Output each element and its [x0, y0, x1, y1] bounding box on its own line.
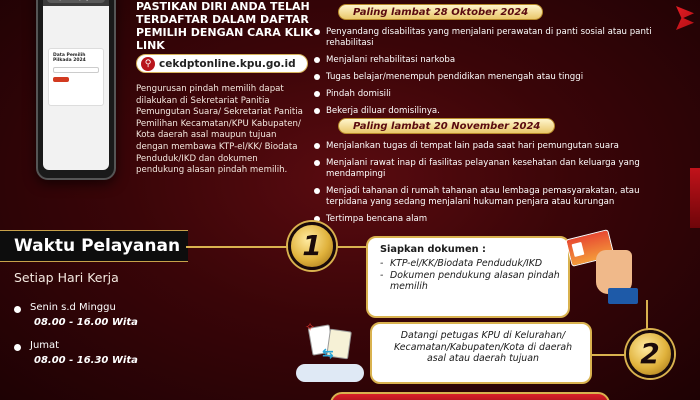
list-item: Tertimpa bencana alam: [312, 214, 658, 225]
kpu-logo-icon: [676, 6, 694, 30]
dpt-link-text[interactable]: cekdptonline.kpu.go.id: [159, 57, 296, 70]
step-1-box: [366, 236, 570, 318]
list-item: Pindah domisili: [312, 89, 658, 100]
phone-form-button: [53, 77, 69, 82]
schedule-time: 08.00 - 16.00 Wita: [34, 317, 138, 328]
deadline-2-list: [312, 141, 658, 231]
bullet-icon: [314, 91, 320, 97]
schedule-day: Jumat: [30, 340, 60, 351]
phone-browser-bar: [43, 0, 109, 6]
search-icon: ⚲: [141, 57, 155, 71]
bullet-icon: [314, 188, 320, 194]
list-item: Menjalani rawat inap di fasilitas pelayanan kesehatan dan keluarga yang mendampingi: [312, 158, 658, 180]
step-1-list: [380, 258, 560, 292]
phone-card-title: Data Pemilih Pilkada 2024: [53, 53, 86, 63]
flow-connector: [186, 246, 290, 248]
flow-connector: [592, 354, 626, 356]
sleeve-decoration: [608, 288, 638, 304]
flow-connector: [622, 300, 648, 334]
phone-form-card: [48, 48, 104, 106]
megaphone-icon: ✧: [305, 320, 316, 334]
list-item: Tugas belajar/menempuh pendidikan menengah atau tinggi: [312, 72, 658, 83]
deadline-1-label: Paling lambat 28 Oktober 2024: [338, 4, 543, 20]
list-item: Bekerja diluar domisilinya.: [312, 106, 658, 117]
phone-illustration: [36, 0, 116, 180]
ribbon-decoration: [690, 168, 700, 228]
list-item: - KTP-el/KK/Biodata Penduduk/IKD: [380, 258, 560, 269]
bullet-icon: [314, 160, 320, 166]
flow-connector: [336, 246, 366, 248]
list-item: Menjalankan tugas di tempat lain pada saat hari pemungutan suara: [312, 141, 658, 152]
phone-form-field: [53, 67, 99, 73]
step-3-box: [330, 392, 610, 400]
step-2-box: [370, 322, 592, 384]
bullet-icon: [314, 216, 320, 222]
cloud-decoration: [296, 364, 364, 382]
deadline-1-list: [312, 27, 658, 123]
deadline-2-label: Paling lambat 20 November 2024: [338, 118, 555, 134]
schedule-time: 08.00 - 16.30 Wita: [34, 355, 138, 366]
bullet-icon: [14, 344, 21, 351]
bullet-icon: [14, 306, 21, 313]
list-item: Menjalani rehabilitasi narkoba: [312, 55, 658, 66]
pindah-memilih-info: Pengurusan pindah memilih dapat dilakukan di Sekretariat Panitia Pemungutan Suara/ Sekretariat Panitia Pemilihan Kecamatan/KPU Kabupaten/ Kota daerah asal maupun tujuan dengan membawa KTP-el/KK/ Biodata Penduduk/IKD dan dokumen pendukung alasan pindah memilih.: [136, 84, 303, 176]
waktu-title: Waktu Pelayanan: [14, 236, 181, 256]
phone-url: [47, 0, 105, 3]
swap-arrows-icon: ⇆: [322, 346, 334, 362]
bullet-icon: [314, 108, 320, 114]
list-item: Penyandang disabilitas yang menjalani perawatan di panti sosial atau panti rehabilitasi: [312, 27, 658, 49]
step-1-number: 1: [288, 222, 336, 270]
waktu-subtitle: Setiap Hari Kerja: [14, 270, 119, 285]
bullet-icon: [314, 74, 320, 80]
step-2-number: 2: [626, 330, 674, 378]
bullet-icon: [314, 29, 320, 35]
id-photo: [572, 242, 585, 257]
schedule-day: Senin s.d Minggu: [30, 302, 116, 313]
headline: PASTIKAN DIRI ANDA TELAH TERDAFTAR DALAM DAFTAR PEMILIH DENGAN CARA KLIK LINK: [136, 0, 313, 52]
bullet-icon: [314, 57, 320, 63]
phone-screen: [43, 0, 109, 170]
dpt-link[interactable]: [136, 54, 308, 73]
list-item: Menjadi tahanan di rumah tahanan atau lembaga pemasyarakatan, atau terpidana yang sedang menjalani hukuman penjara atau kurungan: [312, 186, 658, 208]
bullet-icon: [314, 143, 320, 149]
list-item: - Dokumen pendukung alasan pindah memilih: [380, 270, 560, 292]
step-1-title: Siapkan dokumen :: [380, 244, 486, 255]
step-2-desc: Datangi petugas KPU di Kelurahan/ Kecamatan/Kabupaten/Kota di daerah asal atau daerah tujuan: [393, 330, 573, 364]
